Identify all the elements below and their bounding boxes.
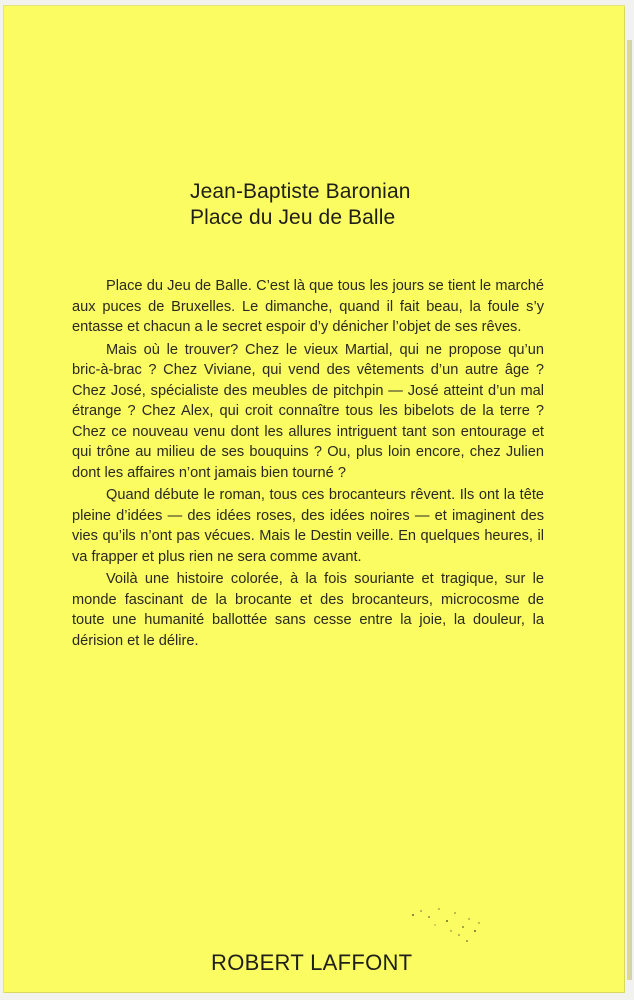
book-back-cover bbox=[4, 6, 624, 992]
blurb-paragraph-3: Quand débute le roman, tous ces brocanteurs rêvent. Ils ont la tête pleine d’idées — des idées roses, des idées noires — et imaginent des vies qu’ils n’ont pas vécues. Mais le Destin veille. En quelques heures, il va frapper et plus rien ne sera comme avant. bbox=[72, 487, 544, 565]
book-title: Place du Jeu de Balle bbox=[190, 206, 396, 229]
blurb-paragraph-2: Mais où le trouver? Chez le vieux Martial, qui ne propose qu’un bric-à-brac ? Chez Viviane, qui vend des vêtements d’un autre âge ? Chez José, spécialiste des meubles de pitchpin — José atteint d’un mal étrange ? Chez Alex, qui croit connaître tous les bibelots de la terre ? Chez ce nouveau venu dont les allures intriguent tant son entourage et qui trône au milieu de ses bouquins ? Ou, plus loin encore, chez Julien dont les affaires n’ont jamais bien tourné ? bbox=[72, 341, 544, 481]
scan-edge bbox=[627, 40, 632, 980]
cover-header bbox=[190, 179, 530, 231]
author-name: Jean-Baptiste Baronian bbox=[190, 180, 411, 203]
blurb-paragraph-4: Voilà une histoire colorée, à la fois souriante et tragique, sur le monde fascinant de la brocante et des brocanteurs, microcosme de toute une humanité ballottée sans cesse entre la joie, la douleur, la dérision et le délire. bbox=[72, 571, 544, 649]
blurb-paragraph-1: Place du Jeu de Balle. C’est là que tous les jours se tient le marché aux puces de Bruxelles. Le dimanche, quand il fait beau, la foule s’y entasse et chacun a le secret espoir d’y dénicher l’objet de ses rêves. bbox=[72, 278, 544, 335]
publisher-name: ROBERT LAFFONT bbox=[211, 950, 413, 975]
blurb-text bbox=[72, 276, 544, 653]
print-speckles bbox=[409, 901, 489, 951]
